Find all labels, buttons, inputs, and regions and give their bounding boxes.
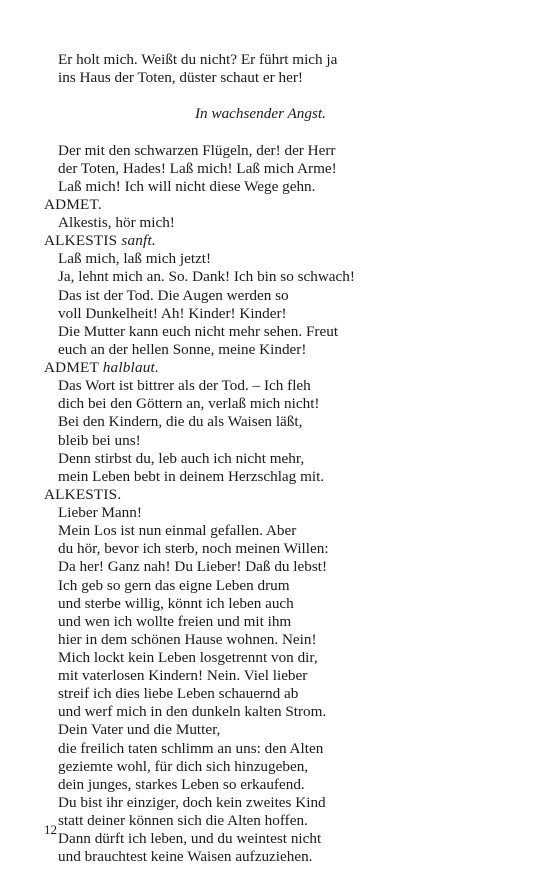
speaker-name xyxy=(44,196,102,214)
verse-line: und brauchtest keine Waisen aufzuziehen. xyxy=(58,848,313,866)
speaker-label: ADMET xyxy=(44,359,99,376)
stage-direction-inline: sanft. xyxy=(121,232,156,250)
verse-line: dich bei den Göttern an, verlaß mich nicht! xyxy=(58,395,320,413)
speaker-label: ALKESTIS xyxy=(44,232,118,250)
verse-line: Laß mich! Ich will nicht diese Wege gehn. xyxy=(58,177,316,195)
verse-line: Ja, lehnt mich an. So. Dank! Ich bin so schwach! xyxy=(58,268,355,286)
verse-line: Ich geb so gern das eigne Leben drum xyxy=(58,576,290,594)
verse-line: voll Dunkelheit! Ah! Kinder! Kinder! xyxy=(58,304,287,322)
verse-line: Alkestis, hör mich! xyxy=(58,214,175,232)
verse-line: die freilich taten schlimm an uns: den Alten xyxy=(58,739,324,757)
verse-line: Das ist der Tod. Die Augen werden so xyxy=(58,286,289,304)
speaker-label: ADMET. xyxy=(44,196,102,213)
verse-line: Die Mutter kann euch nicht mehr sehen. Freut xyxy=(58,322,339,340)
verse-line: Er holt mich. Weißt du nicht? Er führt mich ja xyxy=(58,51,338,68)
speaker-name xyxy=(44,359,159,377)
speaker-label: ALKESTIS. xyxy=(44,485,122,503)
verse-line: und wen ich wollte freien und mit ihm xyxy=(58,612,292,630)
speaker-name xyxy=(44,486,121,504)
verse-line: euch an der hellen Sonne, meine Kinder! xyxy=(58,340,307,358)
verse-line: dein junges, starkes Leben so erkaufend. xyxy=(58,775,305,793)
page-number: 12 xyxy=(44,822,57,837)
verse-line: Der mit den schwarzen Flügeln, der! der Herr xyxy=(58,141,336,159)
verse-line: mein Leben bebt in deinem Herzschlag mit. xyxy=(58,467,325,485)
verse-line: der Toten, Hades! Laß mich! Laß mich Arme! xyxy=(58,159,337,177)
verse-line: hier in dem schönen Hause wohnen. Nein! xyxy=(58,630,317,648)
verse-line: und werf mich in den dunkeln kalten Strom. xyxy=(58,703,327,721)
verse-line: streif ich dies liebe Leben schauernd ab xyxy=(58,685,299,703)
verse-line: Bei den Kindern, die du als Waisen läßt, xyxy=(58,413,303,431)
verse-line: statt deiner können sich die Alten hoffen. xyxy=(58,812,308,829)
verse-line: Das Wort ist bittrer als der Tod. – Ich fleh xyxy=(58,377,311,395)
verse-line: Dein Vater und die Mutter, xyxy=(58,721,221,739)
verse-line: Mich lockt kein Leben losgetrennt von dir, xyxy=(58,649,318,666)
speaker-name xyxy=(44,232,156,250)
verse-line: Dann dürft ich leben, und du weintest nicht xyxy=(58,830,322,848)
verse-line: bleib bei uns! xyxy=(58,431,141,449)
verse-line: geziemte wohl, für dich sich hinzugeben, xyxy=(58,757,309,775)
verse-line: und sterbe willig, könnt ich leben auch xyxy=(58,594,294,612)
verse-line: Denn stirbst du, leb auch ich nicht mehr, xyxy=(58,449,305,467)
verse-line: Du bist ihr einziger, doch kein zweites Kind xyxy=(58,793,326,811)
verse-line: ins Haus der Toten, düster schaut er her! xyxy=(58,69,303,87)
verse-line: Da her! Ganz nah! Du Lieber! Daß du lebst! xyxy=(58,558,328,576)
verse-line: Laß mich, laß mich jetzt! xyxy=(58,250,212,268)
stage-direction-inline: halblaut. xyxy=(102,359,159,376)
verse-line: du hör, bevor ich sterb, noch meinen Willen: xyxy=(58,540,329,558)
verse-line: Lieber Mann! xyxy=(58,504,142,521)
stage-direction: In wachsender Angst. xyxy=(195,105,326,123)
verse-line: mit vaterlosen Kindern! Nein. Viel lieber xyxy=(58,667,308,685)
verse-line: Mein Los ist nun einmal gefallen. Aber xyxy=(58,522,297,540)
